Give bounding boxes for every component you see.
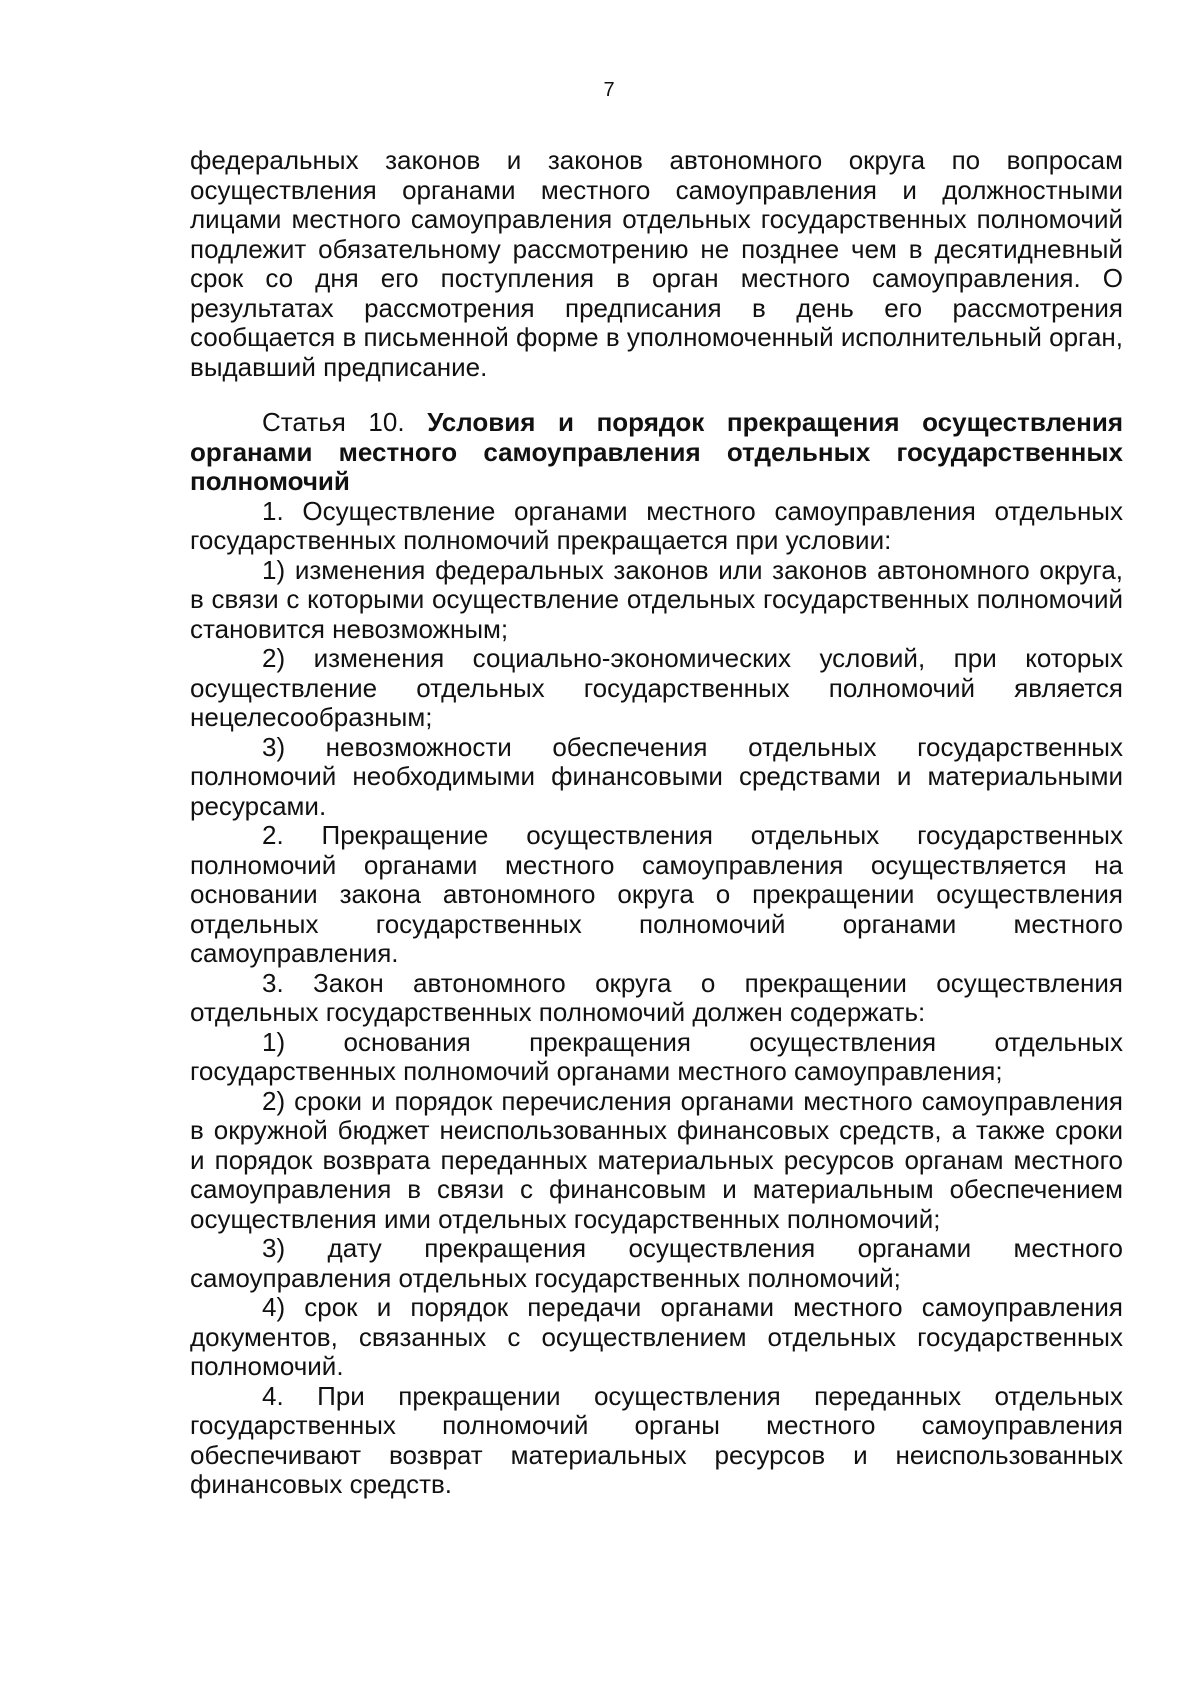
paragraph-1: 1. Осуществление органами местного самоуправления отдельных государственных полномочий прекращается при условии: <box>190 495 1123 555</box>
paragraph-3: 3. Закон автономного округа о прекращении осуществления отдельных государственных полномочий должен содержать: <box>190 967 1123 1027</box>
article-label: Статья 10. <box>262 407 405 437</box>
paragraph-3-item-4: 4) срок и порядок передачи органами местного самоуправления документов, связанных с осуществлением отдельных государственных полномочий. <box>190 1292 1123 1381</box>
article-title: Условия и порядок прекращения осуществления органами местного самоуправления отдельных государственных полномочий <box>190 407 1123 496</box>
paragraph-1-item-2: 2) изменения социально-экономических условий, при которых осуществление отдельных государственных полномочий является нецелесообразным; <box>190 643 1123 732</box>
page-number: 7 <box>603 79 615 101</box>
paragraph-4: 4. При прекращении осуществления переданных отдельных государственных полномочий органы местного самоуправления обеспечивают возврат материальных ресурсов и неиспользованных финансовых средств. <box>190 1380 1123 1499</box>
article-heading <box>190 408 1123 497</box>
paragraph-1-item-3: 3) невозможности обеспечения отдельных государственных полномочий необходимыми финансовыми средствами и материальными ресурсами. <box>190 731 1123 821</box>
intro-paragraph: федеральных законов и законов автономного округа по вопросам осуществления органами местного самоуправления и должностными лицами местного самоуправления отдельных государственных полномочий подлежит обязательному рассмотрению не позднее чем в десятидневный срок со дня его поступления в орган местного самоуправления. О результатах рассмотрения предписания в день его рассмотрения сообщается в письменной форме в уполномоченный исполнительный орган, выдавший предписание. <box>190 145 1123 382</box>
paragraph-3-item-2: 2) сроки и порядок перечисления органами местного самоуправления в окружной бюджет неиспользованных финансовых средств, а также сроки и порядок возврата переданных материальных ресурсов органам местного самоуправления в связи с финансовым и материальным обеспечением осуществления ими отдельных государственных полномочий; <box>190 1085 1123 1234</box>
paragraph-3-item-1: 1) основания прекращения осуществления отдельных государственных полномочий органами местного самоуправления; <box>190 1026 1123 1086</box>
paragraph-2: 2. Прекращение осуществления отдельных государственных полномочий органами местного самоуправления осуществляется на основании закона автономного округа о прекращении осуществления отдельных государственных полномочий органами местного самоуправления. <box>190 820 1123 968</box>
paragraph-1-item-1: 1) изменения федеральных законов или законов автономного округа, в связи с которыми осуществление отдельных государственных полномочий становится невозможным; <box>190 554 1123 644</box>
document-body <box>190 146 1123 1500</box>
paragraph-3-item-3: 3) дату прекращения осуществления органами местного самоуправления отдельных государственных полномочий; <box>190 1233 1123 1293</box>
